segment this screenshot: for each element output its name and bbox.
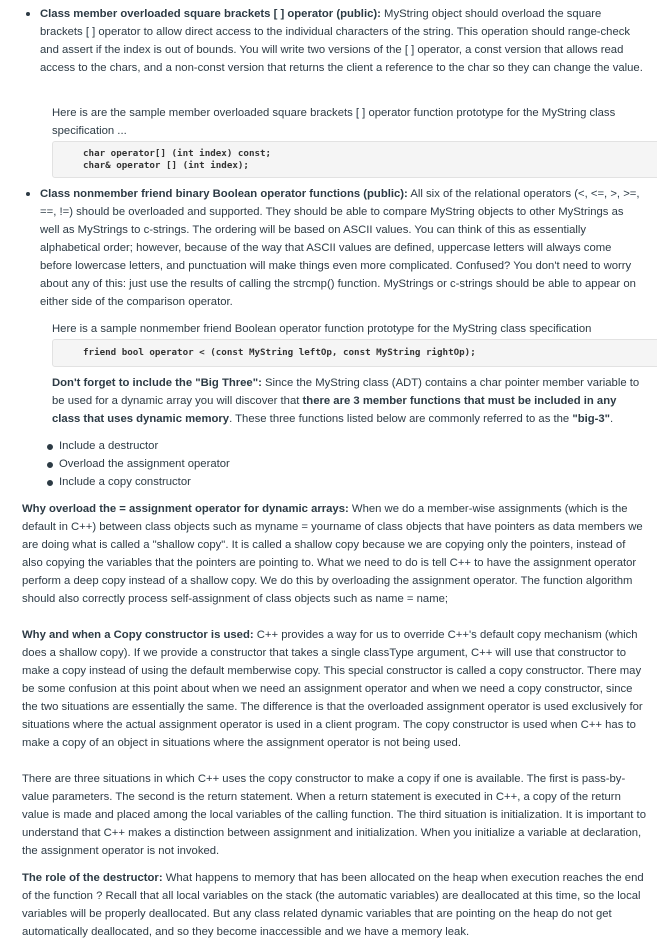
list-item-assignment-operator <box>0 455 657 473</box>
friend-boolean-prototype-intro: Here is a sample nonmember friend Boolean operator function prototype for the MyString class specification <box>52 323 592 335</box>
square-brackets-title: Class member overloaded square brackets [ ] operator (public): <box>40 8 381 20</box>
list-item-destructor <box>0 437 657 455</box>
sub-item-label: Include a copy constructor <box>59 476 191 488</box>
code-line-friend-operator: friend bool operator < (const MyString leftOp, const MyString rightOp); <box>83 347 476 358</box>
big-three-list <box>0 437 657 491</box>
destructor-paragraph <box>0 869 657 941</box>
sub-bullet-dot <box>47 444 53 450</box>
bullet-dot <box>26 12 30 16</box>
code-line-const: char operator[] (int index) const; <box>83 148 272 159</box>
friend-boolean-body: All six of the relational operators (<, <=, >, >=, ==, !=) should be overloaded and supported. They should be able to compare MyString objects to other MyStrings as well as MyStrings to c-strings. The ordering will be based on ASCII values. You can think of this as essentially alphabetical order; however, because of the way that ASCII values are defined, uppercase letters will always come before lowercase letters, and punctuation will make things even more complicated. Confused? You don't need to worry about any of this: just use the results of calling the strcmp() function. MyStrings or c-strings should be able to appear on either side of the comparison operator. <box>40 188 640 308</box>
big-three-bold: there are 3 member functions that must be included in any class that uses dynamic memory <box>52 395 617 425</box>
sub-item-label: Include a destructor <box>59 440 159 452</box>
code-line-nonconst: char& operator [] (int index); <box>83 160 249 171</box>
big-three-body-1: Since the MyString class (ADT) contains a char pointer member variable to be used for a dynamic array you will discover that <box>52 377 640 407</box>
square-brackets-body: MyString object should overload the square brackets [ ] operator to allow direct access to the individual characters of the string. This operation should range-check and assert if the index is out of bounds. You will write two versions of the [ ] operator, a const version that allows read access to the chars, and a non-const version that returns the client a reference to the char so they can change the value. <box>40 8 643 74</box>
sub-bullet-dot <box>47 480 53 486</box>
big-three-title: Don't forget to include the "Big Three": <box>52 377 262 389</box>
sub-item-label: Overload the assignment operator <box>59 458 230 470</box>
assignment-title: Why overload the = assignment operator for dynamic arrays: <box>22 503 349 515</box>
copy-constructor-body: C++ provides a way for us to override C++'s default copy mechanism (which does a shallow copy). If we provide a constructor that takes a single classType argument, C++ will use that constructor to make a copy instead of using the default memberwise copy. This special constructor is called a copy constructor. There may be some confusion at this point about when we need an assignment operator and when we need a copy constructor, since the two situations are essentially the same. The difference is that the overloaded assignment operator is used exclusively for situations where the actual assignment operator is used in a client program. The copy constructor is used when C++ has to make a copy of an object in situations where the assignment operator is not being used. <box>22 629 643 749</box>
list-item-friend-boolean <box>0 185 657 311</box>
assignment-body: When we do a member-wise assignments (which is the default in C++) between class objects such as myname = yourname of class objects that have pointers as data members we are doing what is called a "shallow copy". It is called a shallow copy because we are copying only the pointers, instead of also copying the variables that the pointers are pointing to. What we need to do is tell C++ to have the assignment operator perform a deep copy instead of a shallow copy. We do this by overloading the assignment operator. The function algorithm should also correctly process self-assignment of class objects such as name = name; <box>22 503 643 605</box>
big-three-body-2: . These three functions listed below are commonly referred to as the <box>229 413 573 425</box>
copy-constructor-situations-paragraph: There are three situations in which C++ uses the copy constructor to make a copy if one is available. The first is pass-by-value parameters. The second is the return statement. When a return statement is executed in C++, a copy of the return value is made and placed among the local variables of the calling function. The third situation is initialization. It is important to understand that C++ makes a distinction between assignment and initialization. When you initialize a variable at declaration, the assignment operator is not invoked. <box>22 773 646 857</box>
destructor-title: The role of the destructor: <box>22 872 163 884</box>
destructor-body: What happens to memory that has been allocated on the heap when execution reaches the end of the function ? Recall that all local variables on the stack (the automatic variables) are deallocated at this time, so the local variables will be properly deallocated. But any class related dynamic variables that are pointing on the heap do not get automatically deallocated, and so they become inaccessible and we have a memory leak. <box>22 872 644 938</box>
square-brackets-description <box>40 5 645 77</box>
big-three-quote: "big-3" <box>572 413 611 425</box>
sub-bullet-dot <box>47 462 53 468</box>
list-item-copy-constructor <box>0 473 657 491</box>
friend-boolean-title: Class nonmember friend binary Boolean operator functions (public): <box>40 188 408 200</box>
list-item-square-brackets <box>0 5 657 77</box>
square-brackets-prototype-intro: Here is are the sample member overloaded square brackets [ ] operator function prototype for the MyString class specification ... <box>52 107 616 137</box>
bullet-dot <box>26 192 30 196</box>
copy-constructor-paragraph <box>0 626 657 752</box>
assignment-operator-paragraph <box>0 500 657 608</box>
friend-boolean-description <box>40 185 645 311</box>
friend-boolean-code-block <box>52 339 657 367</box>
big-three-end: . <box>610 413 614 425</box>
big-three-note <box>0 374 657 428</box>
copy-constructor-title: Why and when a Copy constructor is used: <box>22 629 254 641</box>
square-brackets-code-block <box>52 141 657 178</box>
